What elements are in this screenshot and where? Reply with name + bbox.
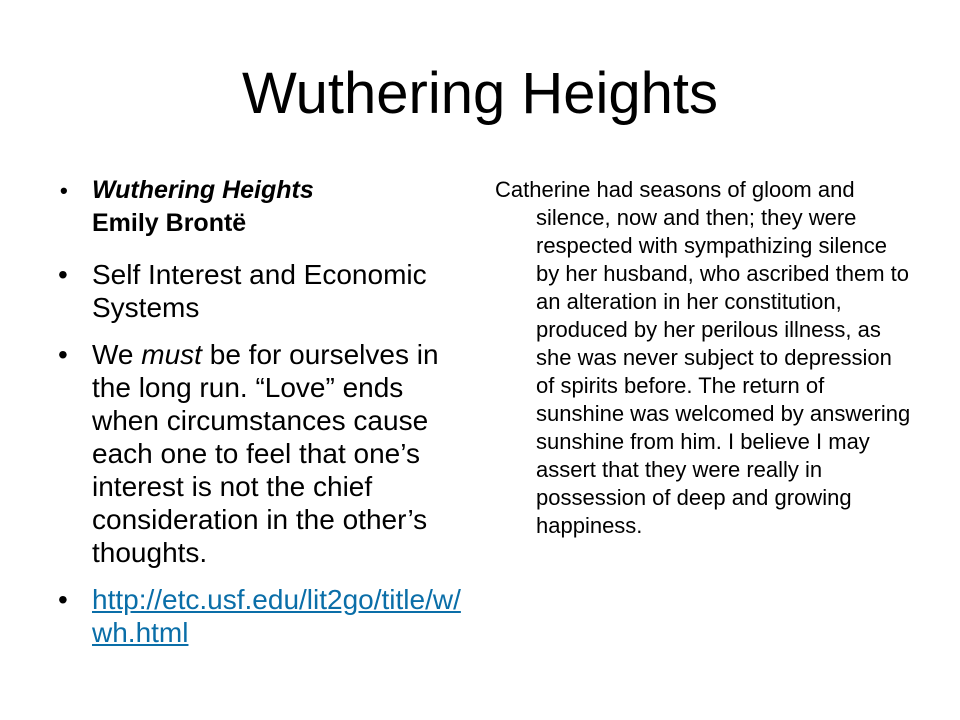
thesis-text-start: We: [92, 339, 142, 370]
bullet-dot: •: [58, 259, 68, 290]
bullet-dot: •: [58, 339, 68, 370]
theme-text: Self Interest and Economic Systems: [92, 259, 427, 323]
book-title: Wuthering Heights: [92, 176, 314, 204]
source-link[interactable]: http://etc.usf.edu/lit2go/title/w/wh.html: [92, 584, 461, 648]
bullet-book-author: [58, 174, 478, 240]
bullet-column: [58, 174, 478, 663]
novel-quote: Catherine had seasons of gloom and silence, now and then; they were respected with sympathizing silence by her husband, who ascribed them to an alteration in her constitution, produced by her perilous illness, as she was never subject to depression of spirits before. The return of sunshine was welcomed by answering sunshine from him. I believe I may assert that they were really in possession of deep and growing happiness.: [495, 177, 911, 538]
bullet-link: [58, 583, 478, 649]
author-name: Emily Brontë: [92, 209, 247, 237]
thesis-text-end: be for ourselves in the long run. “Love” ends when circumstances cause each one to feel that one’s interest is not the chief consideration in the other’s thoughts.: [92, 339, 439, 568]
thesis-emphasis: must: [141, 339, 202, 370]
bullet-theme: [58, 258, 478, 324]
slide-title: Wuthering Heights: [241, 61, 719, 126]
bullet-dot: •: [60, 178, 68, 203]
bullet-dot: •: [58, 584, 68, 615]
bullet-list: [58, 174, 478, 649]
quote-column: [495, 176, 915, 540]
bullet-thesis: [58, 338, 478, 569]
